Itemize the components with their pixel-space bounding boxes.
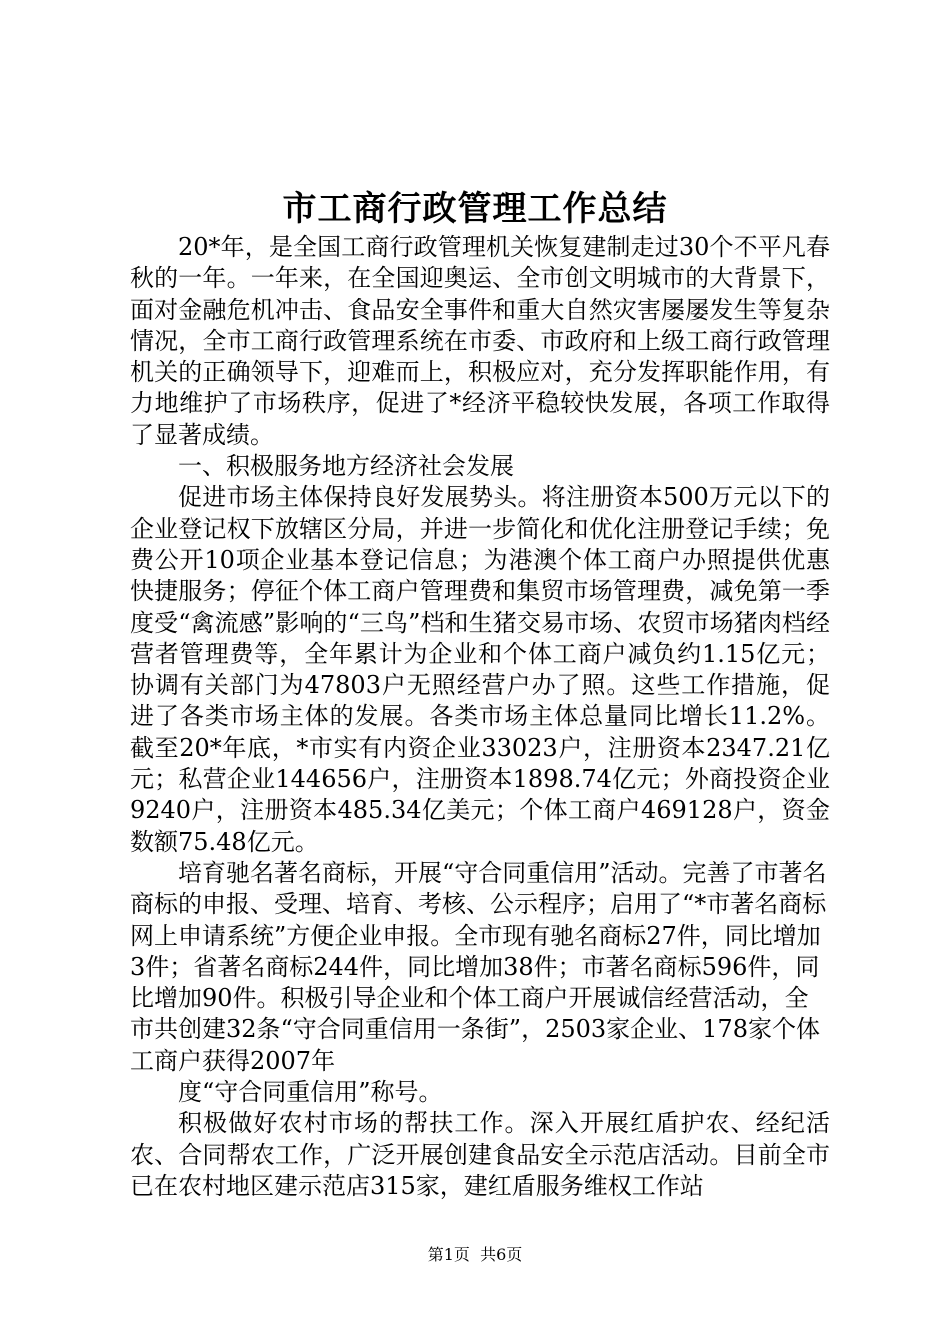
paragraph-trademarks: 培育驰名著名商标，开展“守合同重信用”活动。完善了市著名商标的申报、受理、培育、考核、公示程序；启用了“*市著名商标网上申请系统”方便企业申报。全市现有驰名商标27件，同比增加3件；省著名商标244件，同比增加38件；市著名商标596件，同比增加90件。积极引导企业和个体工商户开展诚信经营活动，全市共创建32条“守合同重信用一条街”，2503家企业、178家个体工商户获得2007年	[130, 858, 827, 1075]
section-heading-1: 一、积极服务地方经济社会发展	[178, 452, 514, 481]
paragraph-intro: 20*年，是全国工商行政管理机关恢复建制走过30个不平凡春秋的一年。一年来，在全国迎奥运、全市创文明城市的大背景下，面对金融危机冲击、食品安全事件和重大自然灾害屡屡发生等复杂情况，全市工商行政管理系统在市委、市政府和上级工商行政管理机关的正确领导下，迎难而上，积极应对，充分发挥职能作用，有力地维护了市场秩序，促进了*经济平稳较快发展，各项工作取得了显著成绩。	[130, 233, 830, 449]
page-number: 第1页 共6页	[427, 1245, 523, 1264]
paragraph-market-entities: 促进市场主体保持良好发展势头。将注册资本500万元以下的企业登记权下放辖区分局，并进一步简化和优化注册登记手续；免费公开10项企业基本登记信息；为港澳个体工商户办照提供优惠快捷服务；停征个体工商户管理费和集贸市场管理费，减免第一季度受“禽流感”影响的“三鸟”档和生猪交易市场、农贸市场猪肉档经营者管理费等，全年累计为企业和个体工商户减负约1.15亿元；协调有关部门为47803户无照经营户办了照。这些工作措施，促进了各类市场主体的发展。各类市场主体总量同比增长11.2%。截至20*年底，*市实有内资企业33023户，注册资本2347.21亿元；私营企业144656户，注册资本1898.74亿元；外商投资企业9240户，注册资本485.34亿美元；个体工商户469128户，资金数额75.48亿元。	[130, 483, 830, 856]
paragraph-trademarks-continued: 度“守合同重信用”称号。	[178, 1078, 443, 1107]
document-body	[130, 232, 830, 1202]
document-title: 市工商行政管理工作总结	[282, 189, 668, 229]
paragraph-rural-market: 积极做好农村市场的帮扶工作。深入开展红盾护农、经纪活农、合同帮农工作，广泛开展创建食品安全示范店活动。目前全市已在农村地区建示范店315家，建红盾服务维权工作站	[130, 1109, 830, 1200]
